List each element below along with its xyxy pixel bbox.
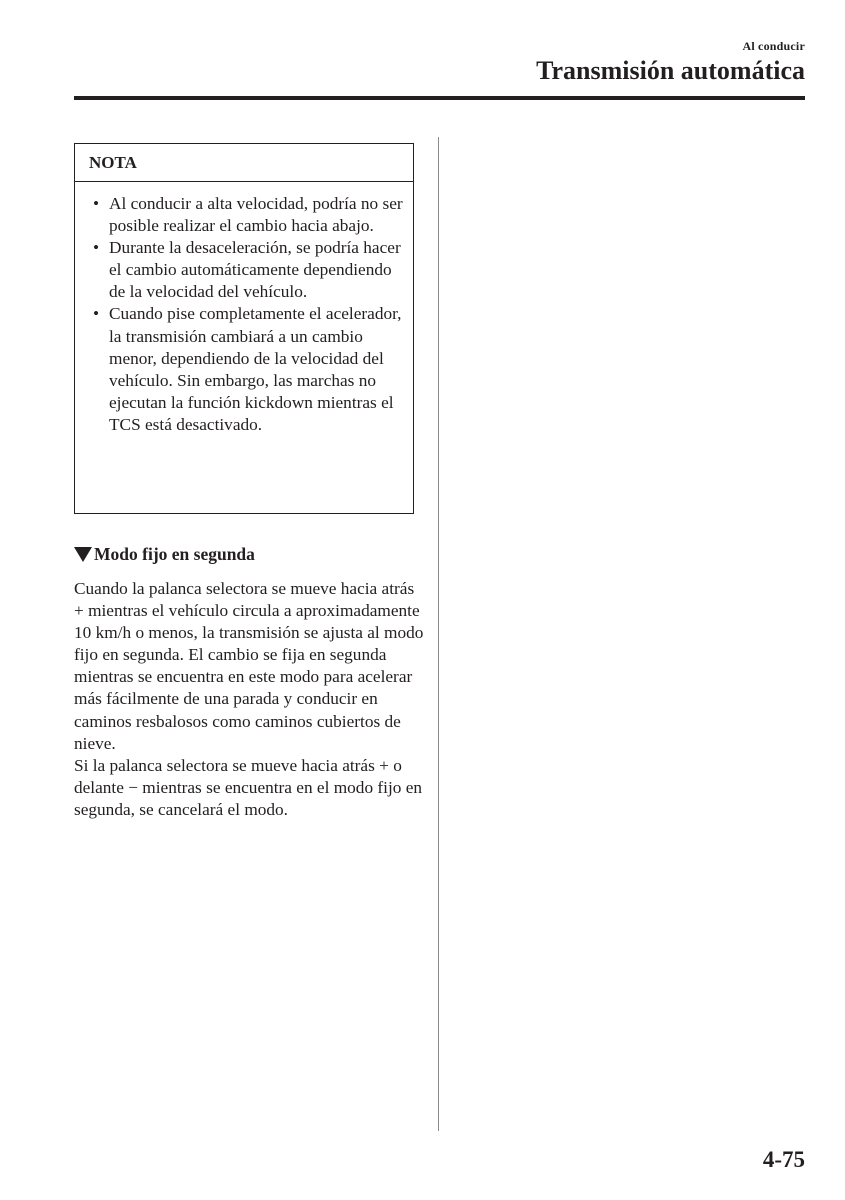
page-number: 4-75 <box>762 1147 805 1172</box>
bullet-icon: • <box>93 238 100 258</box>
note-box <box>74 143 414 514</box>
column-divider <box>438 137 439 1131</box>
note-item-text: Al conducir a alta velocidad, podría no ser posible realizar el cambio hacia abajo. <box>109 194 403 236</box>
page-title: Transmisión automática <box>536 56 805 85</box>
note-item <box>93 303 405 436</box>
note-item-text: Durante la desaceleración, se podría hacer el cambio automáticamente dependiendo de la velocidad del vehículo. <box>109 238 401 302</box>
note-heading: NOTA <box>75 144 413 182</box>
section-heading-text: Modo fijo en segunda <box>94 544 255 564</box>
bullet-icon: • <box>93 304 100 324</box>
triangle-down-icon <box>74 547 92 562</box>
bullet-icon: • <box>93 194 100 213</box>
section-label: Al conducir <box>742 39 805 53</box>
body-paragraph: Si la palanca selectora se mueve hacia atrás + o delante − mientras se encuentra en el modo fijo en segunda, se cancelará el modo. <box>74 755 423 819</box>
body-paragraph: Cuando la palanca selectora se mueve hacia atrás + mientras el vehículo circula a aproximadamente 10 km/h o menos, la transmisión se ajusta al modo fijo en segunda. El cambio se fija en segunda mientras se encuentra en este modo para acelerar más fácilmente de una parada y conducir en caminos resbalosos como caminos cubiertos de nieve. <box>74 579 424 753</box>
note-item <box>93 237 405 303</box>
header-rule <box>74 96 805 100</box>
section-heading <box>74 542 255 566</box>
note-list <box>75 182 413 436</box>
note-item <box>93 193 405 237</box>
section-body <box>74 578 424 821</box>
note-item-text: Cuando pise completamente el acelerador, la transmisión cambiará a un cambio menor, dependiendo de la velocidad del vehículo. Sin embargo, las marchas no ejecutan la función kickdown mientras el TCS está desactivado. <box>109 304 402 434</box>
